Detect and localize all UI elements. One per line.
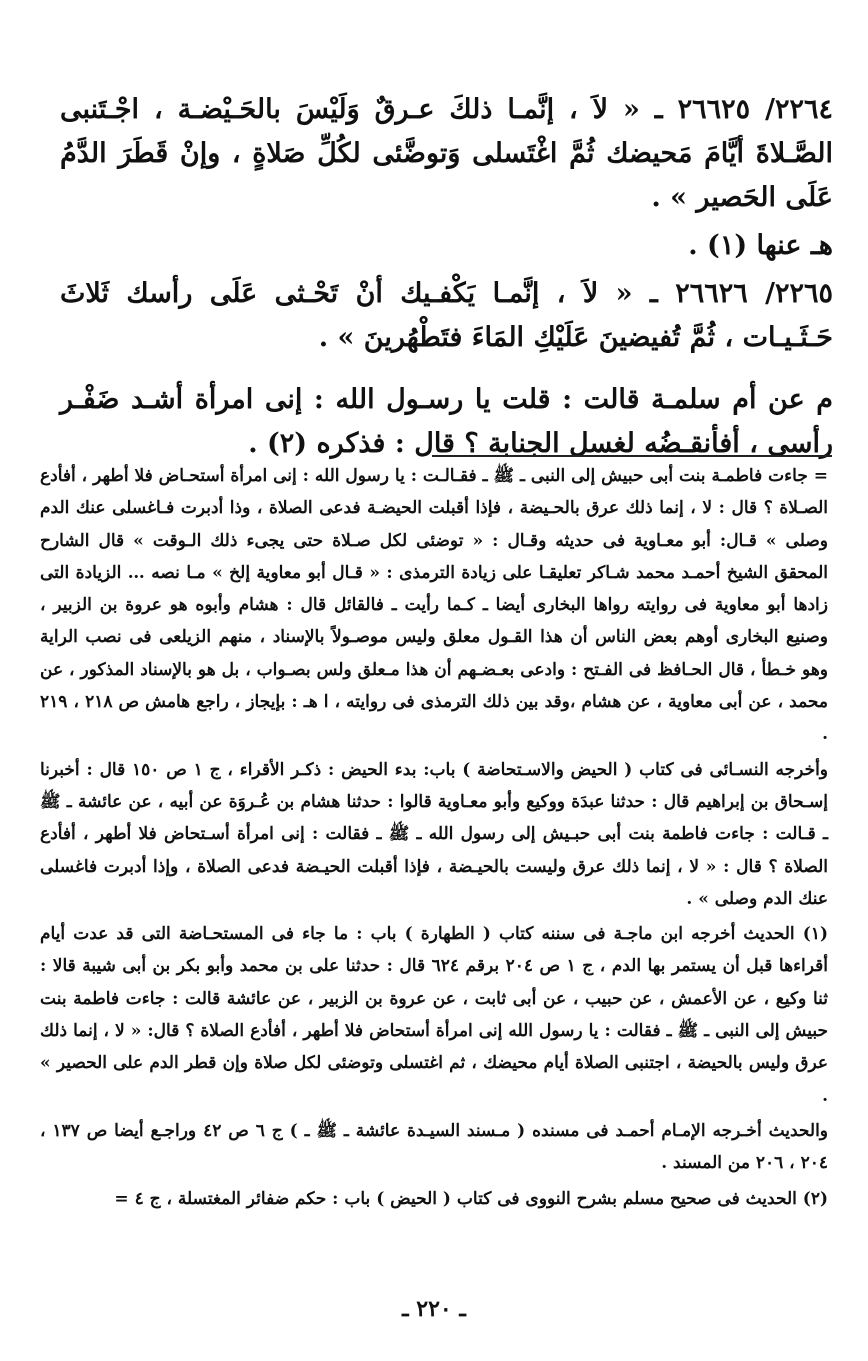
footnotes <box>40 460 828 1215</box>
main-text <box>60 88 833 466</box>
footnote-1: (١) الحديث أخرجه ابن ماجـة فى سننه كتاب ( الطهارة ) باب : ما جاء فى المستحـاضة التى قد عدت أيام أقراءها قبل أن يستمر بها الدم ، ج ١ ص ٢٠٤ برقم ٦٢٤ قال : حدثنا على بن محمد وأبو بكر بن أبى شيبة قالا : ثنا وكيع ، عن الأعمش ، عن حبيب ، عن أبى ثابت ، عن عروة بن الزبير ، عن عائشة قالت : جاءت فاطمة بنت حبيش إلى النبى ـ ﷺ ـ فقالت : يا رسول الله إنى امرأة أستحاض فلا أطهر ، أفأدع الصلاة ؟ قال: « لا ، إنما ذلك عرق وليس بالحيضة ، اجتنبى الصلاة أيام محيضك ، ثم اغتسلى وتوضئى لكل صلاة وإن قطر الدم على الحصير » . <box>40 924 829 1106</box>
footnote-1-ahmad: والحديث أخـرجه الإمـام أحمـد فى مسنده ( مـسند السيـدة عائشة ـ ﷺ ـ ) ج ٦ ص ٤٢ وراجـع أيضا ص ١٣٧ ، ٢٠٤ ، ٢٠٦ من المسند . <box>40 1120 829 1174</box>
hadith-muslim-narration: م عن أم سلمـة قالت : قلت يا رسـول الله : إنى امرأة أشـد ضَفْـر رأسى ، أفأنقـضُه لغسل الجنابة ؟ قال : فذكره (٢) . <box>60 384 833 459</box>
footnote-separator <box>432 455 832 457</box>
hadith-2264-attribution: هـ عنها (١) . <box>688 230 833 261</box>
footnote-nasai: وأخرجه النسـائى فى كتاب ( الحيض والاسـتحاضة ) باب: بدء الحيض : ذكـر الأقراء ، ج ١ ص ١٥٠ قال : أخبرنا إسـحاق بن إبراهيم قال : حدثنا عبدَة ووكيع وأبو معـاوية قالوا : حدثنا هشام بن عُـروَة عن أبيه ، عن عائشة ـ ﷺ ـ قـالت : جاءت فاطمة بنت أبى حبـيش إلى رسول الله ـ ﷺ ـ فقالت : إنى امرأة أسـتحاض فلا أطهر ، أفأدع الصلاة ؟ قال : « لا ، إنما ذلك عرق وليست بالحيـضة ، فإذا أقبلت الحيـضة فدعى الصلاة ، وإذا أدبرت فاغسلى عنك الدم وصلى » . <box>40 759 829 909</box>
hadith-2264: ٢٢٦٤/ ٢٦٦٢٥ ـ « لاَ ، إنَّمـا ذلكَ عـرقٌ وَلَيْسَ بالحَـيْضـة ، اجْـتَنبى الصَّـلاةَ أيَّامَ مَحيضك ثُمَّ اغْتَسلى وَتوضَّئى لكُلِّ صَلاةٍ ، وإنْ قَطَرَ الدَّمُ عَلَى الحَصير » . <box>60 94 833 213</box>
footnote-continuation: = جاءت فاطمـة بنت أبى حبيش إلى النبى ـ ﷺ ـ فقـالـت : يا رسول الله : إنى امرأة أستحـاض فلا أطهر ، أفأدع الصـلاة ؟ قال : لا ، إنما ذلك عرق بالحـيضة ، فإذا أقبلت الحيضـة فدعى الصلاة ، وذا أدبرت فـاغسلى عنك الدم وصلى » قـال: أبو معـاوية فى حديثه وقـال : « توضئى لكل صـلاة حتى يجىء ذلك الـوقت » قال الشارح المحقق الشيخ أحمـد محمد شـاكر تعليقـا على زيادة الترمذى : « قـال أبو معاوية إلخ » مـا نصه … الزيادة التى زادها أبو معاوية فى روايته رواها البخارى أيضا ـ كـما رأيت ـ فالقائل قال : هشام وأبوه هو عروة بن الزبير ، وصنيع البخارى أوهم بعض الناس أن هذا القـول معلق وليس موصـولاً بالإسناد ، منهم الزيلعى فى نصب الراية وهو خـطأ ، قال الحـافظ فى الفـتح : وادعى بعـضـهم أن هذا مـعلق ولس بصـواب ، بل هو بالإسناد المذكور ، عن محمد ، عن أبى معاوية ، عن هشام ،وقد بين ذلك الترمذى فى روايته ، ا هـ : بإيجاز ، راجع هامش ص ٢١٨ ، ٢١٩ . <box>40 466 828 745</box>
page-number: ـ ٢٢٠ ـ <box>402 1296 466 1322</box>
footnote-2: (٢) الحديث فى صحيح مسلم بشرح النووى فى كتاب ( الحيض ) باب : حكم ضفائر المغتسلة ، ج ٤ = <box>114 1188 828 1209</box>
hadith-2265: ٢٢٦٥/ ٢٦٦٢٦ ـ « لاَ ، إنَّمـا يَكْفـيك أنْ تَحْـثى عَلَى رأسك ثَلاثَ حَـثَـيـات ، ثُمَّ تُفيضينَ عَلَيْكِ المَاءَ فتَطْهُرينَ » . <box>60 278 834 353</box>
